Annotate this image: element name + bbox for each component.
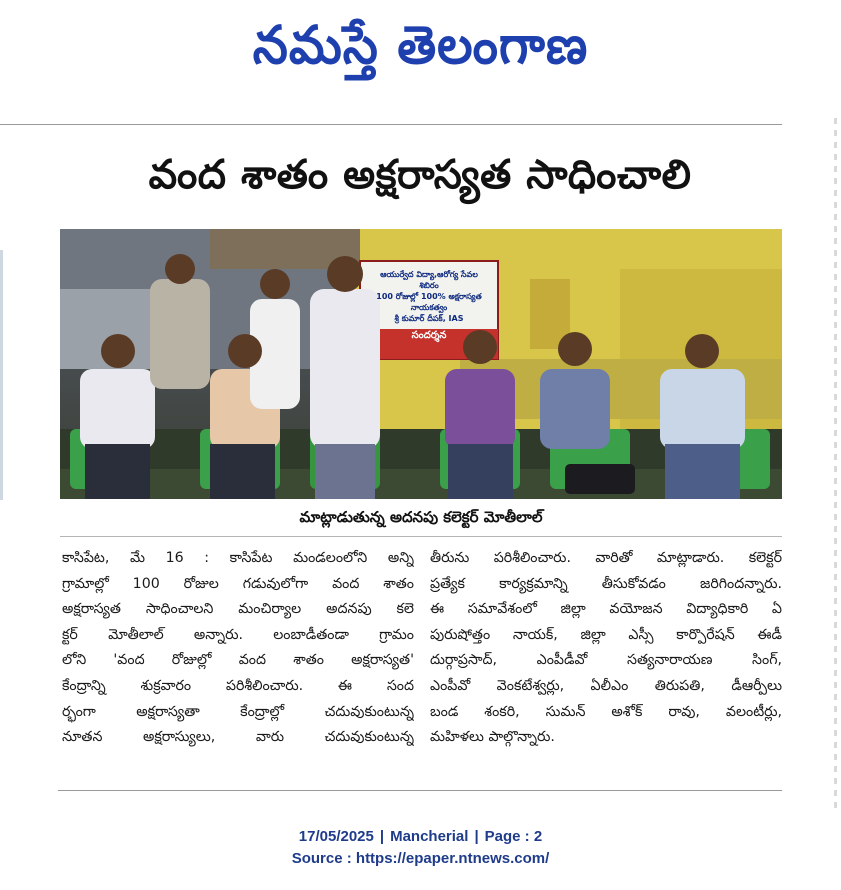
bottom-divider xyxy=(58,790,782,791)
photo-banner xyxy=(370,269,488,341)
article-line: అక్షరాస్యత సాధించాలని మంచిర్యాల అదనపు కలె xyxy=(62,601,414,618)
article-column-2 xyxy=(430,546,782,751)
article-line: తీరును పరిశీలించారు. వారితో మాట్లాడారు. కలెక్టర్ xyxy=(430,550,782,566)
article-line: దుర్గాప్రసాద్, ఎంపీడీవో సత్యనారాయణ సింగ్, xyxy=(430,652,782,669)
banner-line: నాయకత్వం xyxy=(410,303,448,312)
article-line: మహిళలు పాల్గొన్నారు. xyxy=(430,729,555,746)
banner-line: శ్రీ కుమార్ దీపక్, IAS xyxy=(394,314,464,323)
adjacent-column-edge xyxy=(834,118,837,808)
edition-date: 17/05/2025 xyxy=(298,828,374,845)
article-line: పురుషోత్తం నాయక్, జిల్లా ఎస్సీ కార్పొరేషన్ ఈడీ xyxy=(430,626,782,643)
article-line: ఎంపీవో వెంకటేశ్వర్లు, ఏలీఎం తిరుపతి, డీఆర్పీలు xyxy=(430,677,782,694)
banner-line: ఆయుర్వేద విద్యా,ఆరోగ్య సేవల శిబిరం xyxy=(380,270,478,290)
newspaper-logo: నమస్తే తెలంగాణ xyxy=(252,14,589,76)
edition-name: Mancherial xyxy=(390,828,469,845)
page-footer xyxy=(0,826,841,870)
article-photo xyxy=(60,229,782,499)
adjacent-article-edge xyxy=(0,250,3,500)
article-line: లోని 'వంద రోజుల్లో వంద శాతం అక్షరాస్యత' xyxy=(62,652,414,669)
article-line: కేంద్రాన్ని శుక్రవారం పరిశీలించారు. ఈ సంద xyxy=(62,677,414,694)
article-column-1 xyxy=(62,546,414,751)
edition-info: 17/05/2025 | Mancherial | Page : 2 xyxy=(298,828,543,845)
article-line: నూతన అక్షరాస్యులు, వారు చదువుకుంటున్న xyxy=(62,729,414,746)
article-line: కాసిపేట, మే 16 : కాసిపేట మండలంలోని అన్ని xyxy=(62,550,414,566)
article-headline: వంద శాతం అక్షరాస్యత సాధించాలి xyxy=(148,152,692,198)
top-divider xyxy=(0,124,782,125)
banner-line: 100 రోజుల్లో 100% అక్షరాస్యత xyxy=(376,292,482,301)
page-number: Page : 2 xyxy=(484,828,543,845)
masthead xyxy=(0,0,841,90)
caption-divider xyxy=(60,536,782,537)
photo-caption: మాట్లాడుతున్న అదనపు కలెక్టర్ మోతీలాల్ xyxy=(299,508,543,526)
article-line: క్టర్ మోతీలాల్ అన్నారు. లంబాడీతండా గ్రామం xyxy=(62,626,414,643)
article-line: గ్రామాల్లో 100 రోజుల గడువులోగా వంద శాతం xyxy=(62,575,414,592)
source-link[interactable]: Source : https://epaper.ntnews.com/ xyxy=(291,850,550,867)
article-line: ప్రత్యేక కార్యక్రమాన్ని తీసుకోవడం జరిగిందన్నారు. xyxy=(430,575,782,592)
article-line: ఈ సమావేశంలో జిల్లా వయోజన విద్యాధికారి ఏ xyxy=(430,601,782,618)
banner-line: సందర్శన xyxy=(411,330,447,341)
article-line: ర్భంగా అక్షరాస్యతా కేంద్రాల్లో చదువుకుంటున్న xyxy=(62,703,414,720)
article-line: బండ శంకరి, సుమన్ అశోక్ రావు, వలంటీర్లు, xyxy=(430,703,782,720)
